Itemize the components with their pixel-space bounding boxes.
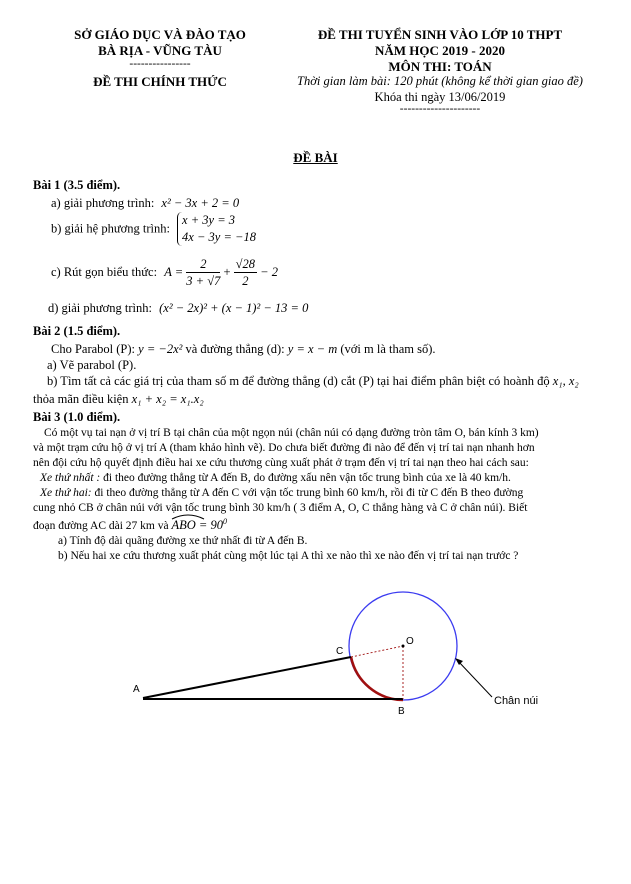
exam-title: ĐỀ THI TUYỂN SINH VÀO LỚP 10 THPT xyxy=(317,27,563,42)
point-O xyxy=(402,645,405,648)
segment-AC xyxy=(143,657,351,698)
time-allowed: Thời gian làm bài: 120 phút (không kể thời gian giao đề) xyxy=(297,74,583,88)
bai3-a: a) Tính độ dài quãng đường xe thứ nhất đi từ A đến B. xyxy=(58,535,308,547)
bai3-car2-label: Xe thứ hai: xyxy=(40,487,92,499)
bai1-d-label: d) giải phương trình: xyxy=(48,301,152,315)
bai1-b-eq2: 4x − 3y = −18 xyxy=(182,230,256,244)
page-title: ĐỀ BÀI xyxy=(293,150,338,165)
bai2-intro-c: (với m là tham số). xyxy=(340,342,436,356)
arc-CB xyxy=(351,657,403,700)
bai1-d-equation: (x² − 2x)² + (x − 1)² − 13 = 0 xyxy=(159,301,309,315)
official-exam-label: ĐỀ THI CHÍNH THỨC xyxy=(93,74,227,89)
bai1-c-num2: √28 xyxy=(235,257,256,271)
bai3-car2-line1: đi theo đường thẳng từ A đến C với vận tốc trung bình 60 km/h, rồi đi từ C đến B theo đường xyxy=(94,487,524,499)
bai3-car1-text: đi theo đường thẳng từ A đến B, do đường xấu nên vận tốc trung bình của xe là 40 km/h. xyxy=(103,472,511,484)
label-A: A xyxy=(133,684,140,695)
bai1-a-label: a) giải phương trình: xyxy=(51,196,155,210)
bai3-p1-line3: nên đội cứu hộ quyết định điều hai xe cứu thương cùng xuất phát ở trạm đến vị trí tai nạn theo hai cách sau: xyxy=(33,457,529,469)
bai1-b-label: b) giải hệ phương trình: xyxy=(51,221,170,236)
bai3-heading: Bài 3 (1.0 điểm). xyxy=(33,410,121,424)
bai2-b-cond-label: thỏa mãn điều kiện xyxy=(33,392,129,406)
bai1-b-eq1: x + 3y = 3 xyxy=(182,213,236,227)
bai3-angle-name: ABO xyxy=(171,518,196,533)
bai3-angle-degree: 0 xyxy=(222,517,227,526)
bai1-c-den1: 3 + √7 xyxy=(186,274,221,288)
bai2-line-eq: y = x − m xyxy=(287,342,338,356)
bai2-b-vars: x₁, x₂ xyxy=(552,374,579,388)
figure-caption: Chân núi xyxy=(494,695,539,707)
bai3-p1-line1: Có một vụ tai nạn ở vị trí B tại chân của một ngọn núi (chân núi có dạng đường tròn tâm O, bán kính 3 km) xyxy=(44,427,539,439)
bai2-parabola-eq: y = −2x² xyxy=(138,342,183,356)
bai3-angle-value: = 90 xyxy=(198,518,223,533)
bai3-car2-line3-text: đoạn đường AC dài 27 km và xyxy=(33,520,169,533)
bai1-heading: Bài 1 (3.5 điểm). xyxy=(33,178,121,192)
bai2-intro-b: và đường thẳng (d): xyxy=(185,342,285,356)
bai1-c-tail: − 2 xyxy=(260,265,278,279)
segment-CO xyxy=(351,646,403,657)
bai1-c-den2: 2 xyxy=(242,274,249,288)
subject: MÔN THI: TOÁN xyxy=(388,59,492,74)
left-rule: ---------------- xyxy=(129,58,191,70)
right-rule: --------------------- xyxy=(399,103,481,115)
bai3-car2-line2: cung nhỏ CB ở chân núi với vận tốc trung bình 30 km/h ( 3 điểm A, O, C thẳng hàng và C ở chân núi). Biết xyxy=(33,502,528,514)
bai1-c-plus: + xyxy=(223,265,231,279)
bai2-heading: Bài 2 (1.5 điểm). xyxy=(33,324,121,338)
bai2-b-text: b) Tìm tất cả các giá trị của tham số m để đường thẳng (d) cắt (P) tại hai điểm phân biệt có hoành độ xyxy=(47,374,550,388)
label-O: O xyxy=(406,636,414,647)
bai3-p1-line2: và một trạm cứu hộ ở vị trí A (tham khảo hình vẽ). Do chưa biết đường đi nào để đến vị trí tai nạn nhanh hơn xyxy=(33,442,535,454)
bai1-a-equation: x² − 3x + 2 = 0 xyxy=(161,196,240,210)
school-year: NĂM HỌC 2019 - 2020 xyxy=(375,43,505,58)
province-name: BÀ RỊA - VŨNG TÀU xyxy=(98,43,222,58)
bai1-c-num1: 2 xyxy=(186,256,220,273)
bai1-c-lhs: A = xyxy=(164,265,184,279)
exam-date: Khóa thi ngày 13/06/2019 xyxy=(374,90,506,104)
bai3-car1-label: Xe thứ nhất : xyxy=(40,472,101,484)
label-C: C xyxy=(336,646,344,657)
caption-pointer xyxy=(458,661,492,697)
bai2-a: a) Vẽ parabol (P). xyxy=(47,358,137,372)
label-B: B xyxy=(398,706,405,717)
bai2-b-cond-eq: x₁ + x₂ = x₁.x₂ xyxy=(131,392,204,406)
bai3-b: b) Nếu hai xe cứu thương xuất phát cùng một lúc tại A thì xe nào thì xe nào đến vị trí tai nạn trước ? xyxy=(58,550,519,562)
bai2-intro-a: Cho Parabol (P): xyxy=(51,342,136,356)
dept-name: SỞ GIÁO DỤC VÀ ĐÀO TẠO xyxy=(74,27,246,42)
arrow-head-icon xyxy=(455,658,463,665)
bai1-c-label: c) Rút gọn biểu thức: xyxy=(51,265,158,279)
